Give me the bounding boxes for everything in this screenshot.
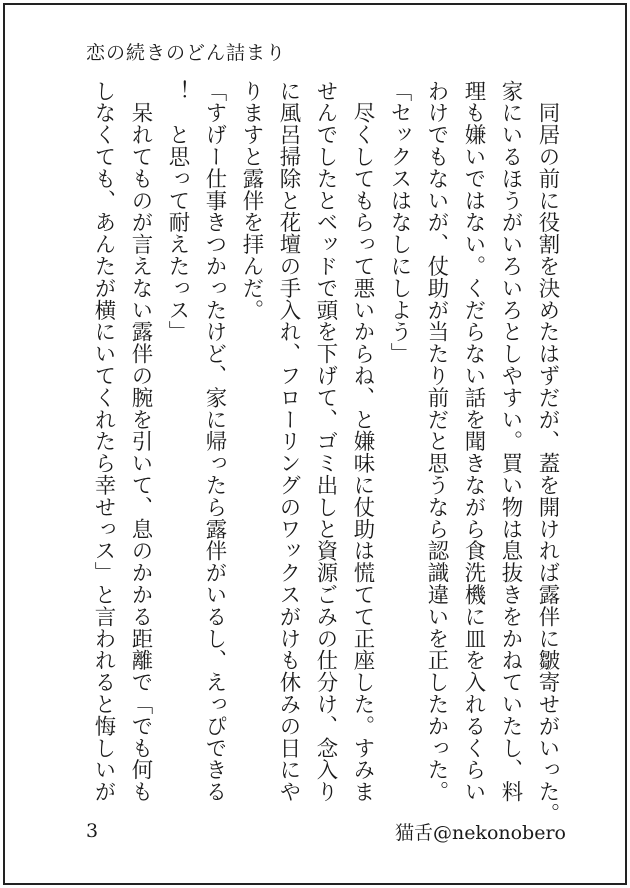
book-title: 恋の続きのどん詰まり <box>86 42 287 64</box>
text-line: 尽くしてもらって悪いからね、と嫌味に仗助は慌てて正座した。すみま <box>350 80 375 803</box>
text-line: りますと露伴を拝んだ。 <box>239 80 264 321</box>
author-credit: 猫舌@nekonobero <box>394 822 566 844</box>
text-line: 同居の前に役割を決めたはずだが、蓋を開ければ露伴に皺寄せがいった。 <box>535 80 560 825</box>
page-number: 3 <box>86 820 99 842</box>
text-line: 「すげー仕事きつかったけど、家に帰ったら露伴がいるし、えっぴできる <box>202 80 227 803</box>
text-line: 呆れてものが言えない露伴の腕を引いて、息のかかる距離で「でも何も <box>128 80 153 803</box>
text-line: しなくても、あんたが横にいてくれたら幸せっス」と言われると悔しいが <box>91 80 116 803</box>
text-line: に風呂掃除と花壇の手入れ、フローリングのワックスがけも休みの日にや <box>276 80 301 803</box>
text-line: ！ と思って耐えたっス」 <box>165 80 190 343</box>
text-line: 「セックスはなしにしよう」 <box>387 80 412 365</box>
text-line: 理も嫌いではない。くだらない話を聞きながら食洗機に皿を入れるくらい <box>461 80 486 803</box>
body-text <box>85 80 566 825</box>
text-line: せんでしたとベッドで頭を下げて、ゴミ出しと資源ごみの仕分け、念入り <box>313 80 338 803</box>
text-line: わけでもないが、仗助が当たり前だと思うなら認識違いを正したかった。 <box>424 80 449 803</box>
text-line: 家にいるほうがいろいろとしやすい。買い物は息抜きをかねていたし、料 <box>498 80 523 803</box>
